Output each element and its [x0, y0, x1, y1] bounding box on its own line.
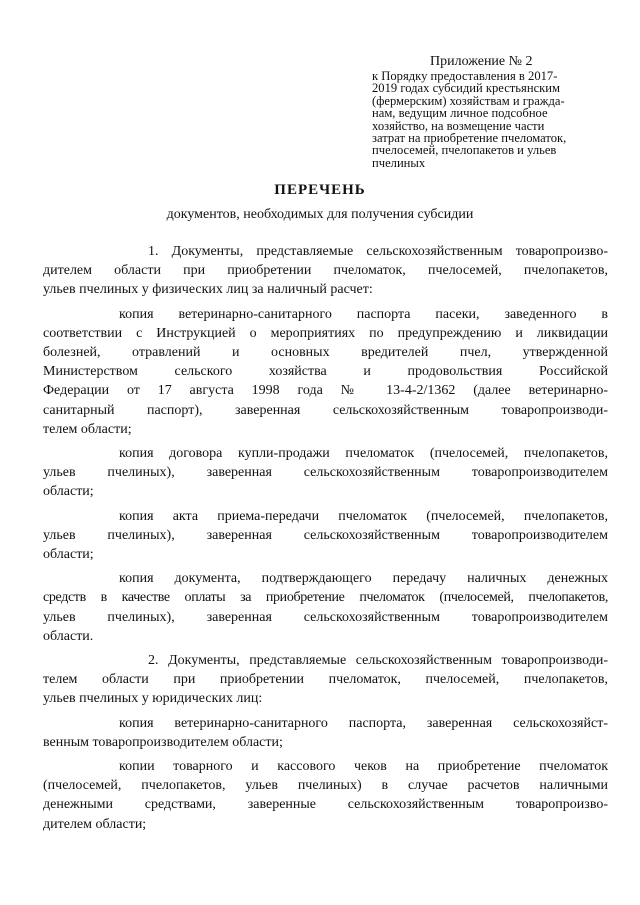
text-line: области. — [43, 628, 94, 644]
appendix-line: (фермерским) хозяйствам и гражда- — [372, 93, 565, 108]
text-line: средств в качестве оплаты за приобретение пчеломаток (пчелосемей, пчелопакетов, — [43, 590, 608, 606]
appendix-line: нам, ведущим личное подсобное — [372, 106, 548, 121]
text-line: области; — [43, 484, 94, 500]
appendix-subtitle — [372, 70, 622, 169]
section1-item — [43, 444, 608, 502]
section1-item — [43, 305, 608, 439]
text-line: копия ветеринарно-санитарного паспорта пасеки, заведенного в — [119, 306, 608, 322]
text-line: ульев пчелиных), заверенная сельскохозяйственным товаропроизводителем — [43, 609, 608, 625]
section2-intro — [43, 651, 608, 709]
text-line: копии товарного и кассового чеков на приобретение пчеломаток — [119, 759, 608, 775]
text-line: санитарный паспорт), заверенная сельскохозяйственным товаропроизводи- — [43, 402, 608, 418]
text-line: копия ветеринарно-санитарного паспорта, заверенная сельскохозяйст- — [119, 715, 608, 731]
document-body — [43, 242, 608, 834]
text-line: телем области при приобретении пчеломаток, пчелосемей, пчелопакетов, — [43, 672, 608, 688]
appendix-title: Приложение № 2 — [430, 54, 533, 69]
text-line: копия акта приема-передачи пчеломаток (пчелосемей, пчелопакетов, — [119, 508, 608, 524]
text-line: болезней, отравлений и основных вредителей пчел, утвержденной — [43, 345, 608, 361]
text-line: (пчелосемей, пчелопакетов, ульев пчелиных) в случае расчетов наличными — [43, 778, 608, 794]
appendix-line: пчелосемей, пчелопакетов и ульев — [372, 143, 557, 158]
section2-item — [43, 757, 608, 834]
text-line: Федерации от 17 августа 1998 года № 13-4-2/1362 (далее ветеринарно- — [43, 383, 608, 399]
text-line: телем области; — [43, 421, 132, 437]
text-line: ульев пчелиных), заверенная сельскохозяйственным товаропроизводителем — [43, 527, 608, 543]
text-line: денежными средствами, заверенные сельскохозяйственным товаропроизво- — [43, 797, 608, 813]
appendix-line: хозяйство, на возмещение части — [372, 118, 545, 133]
appendix-line: затрат на приобретение пчеломаток, — [372, 131, 567, 146]
appendix-line: 2019 годах субсидий крестьянским — [372, 81, 560, 96]
section1-item — [43, 569, 608, 646]
section1-intro — [43, 242, 608, 300]
text-line: ульев пчелиных у физических лиц за наличный расчет: — [43, 282, 373, 298]
text-line: дителем области; — [43, 816, 147, 832]
section1-item — [43, 507, 608, 565]
text-line: ульев пчелиных), заверенная сельскохозяйственным товаропроизводителем — [43, 465, 608, 481]
appendix-line: к Порядку предоставления в 2017- — [372, 69, 558, 83]
text-line: соответствии с Инструкцией о мероприятиях по предупреждению и ликвидации — [43, 325, 608, 341]
text-line: дителем области при приобретении пчеломаток, пчелосемей, пчелопакетов, — [43, 263, 608, 279]
document-title: ПЕРЕЧЕНЬ — [274, 182, 366, 198]
text-line: венным товаропроизводителем области; — [43, 734, 283, 750]
document-subtitle: документов, необходимых для получения субсидии — [166, 207, 474, 222]
text-line: 2. Документы, представляемые сельскохозяйственным товаропроизводи- — [148, 653, 608, 669]
section2-item — [43, 714, 608, 752]
text-line: Министерством сельского хозяйства и продовольствия Российской — [43, 364, 608, 380]
appendix-line: пчелиных — [372, 155, 426, 170]
text-line: копия документа, подтверждающего передачу наличных денежных — [119, 571, 608, 587]
text-line: области; — [43, 547, 94, 563]
text-line: копия договора купли-продажи пчеломаток (пчелосемей, пчелопакетов, — [119, 446, 608, 462]
text-line: ульев пчелиных у юридических лиц: — [43, 691, 263, 707]
text-line: 1. Документы, представляемые сельскохозяйственным товаропроизво- — [148, 244, 608, 259]
